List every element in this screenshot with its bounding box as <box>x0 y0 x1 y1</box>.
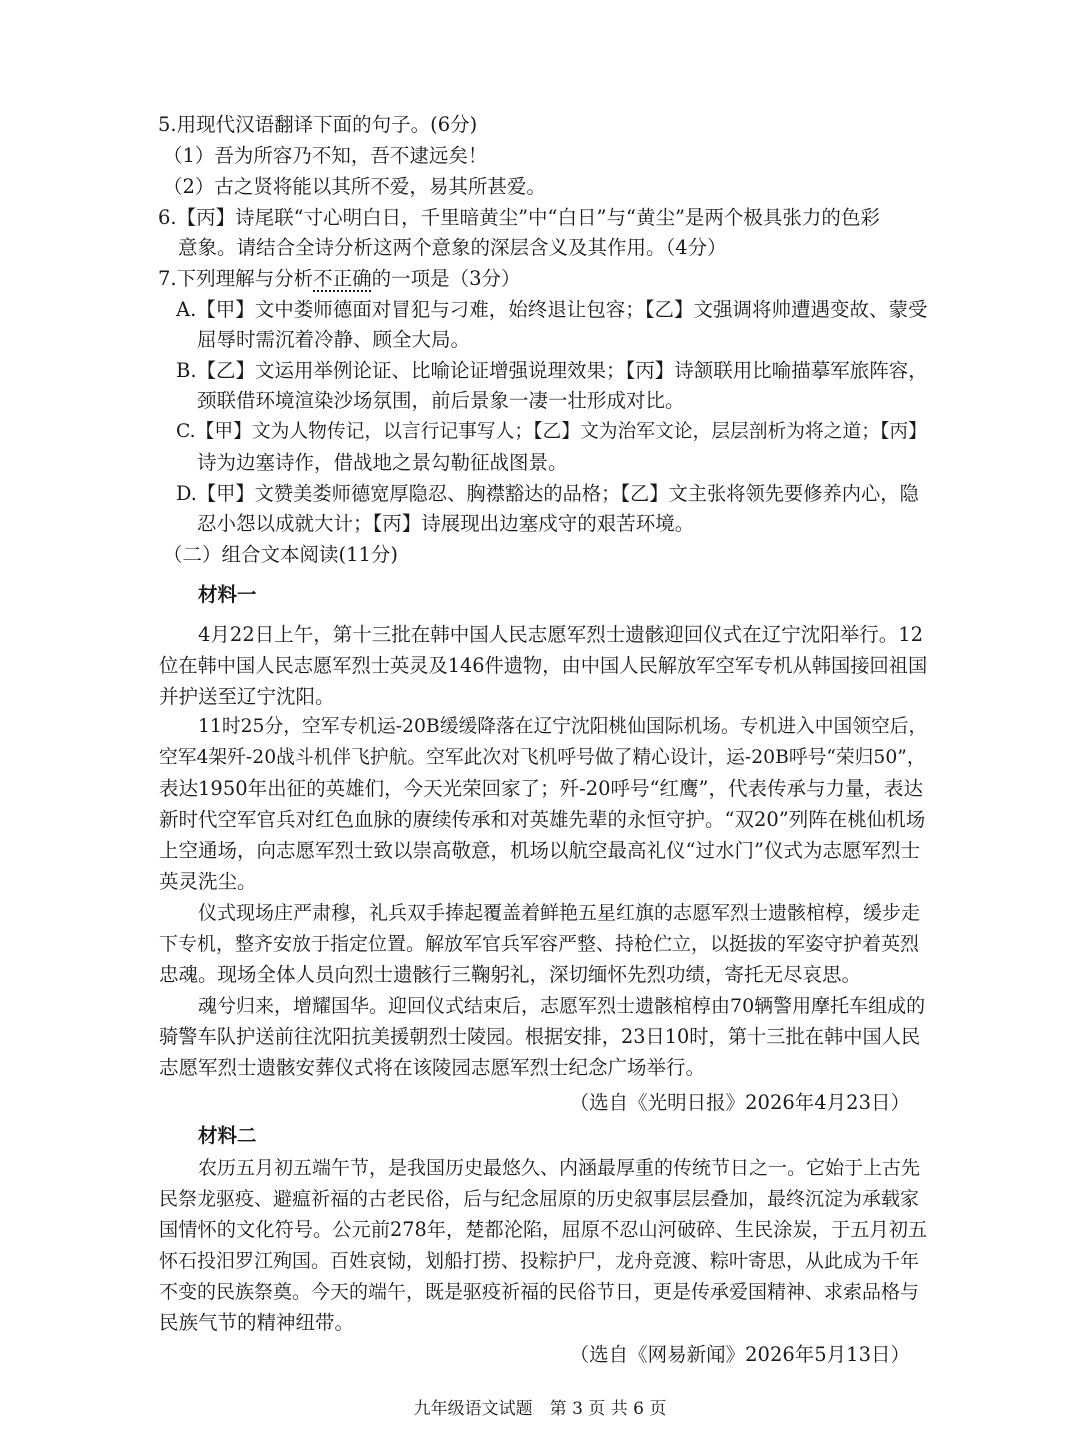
material-1-paragraph-4-line-3: 志愿军烈士遗骸安葬仪式将在该陵园志愿军烈士纪念广场举行。 <box>159 1056 706 1079</box>
material-1-paragraph-2-line-3: 表达1950年出征的英雄们，今天光荣回家了；歼-20呼号“红鹰”，代表传承与力量，表达 <box>159 777 923 800</box>
material-1-paragraph-2-line-5: 上空通场，向志愿军烈士致以崇高敬意，机场以航空最高礼仪“过水门”仪式为志愿军烈士 <box>159 839 920 862</box>
material-1-paragraph-4-line-2: 骑警车队护送前往沈阳抗美援朝烈士陵园。根据安排，23日10时，第十三批在韩中国人民 <box>159 1025 921 1048</box>
question-5-title: 5.用现代汉语翻译下面的句子。(6分) <box>158 113 478 136</box>
question-7-title-post: 的一项是（3分） <box>371 267 521 290</box>
option-b-line-2: 颈联借环境渲染沙场氛围，前后景象一凄一壮形成对比。 <box>197 389 685 412</box>
option-a-line-2: 屈辱时需沉着冷静、顾全大局。 <box>197 328 471 351</box>
material-2-line-2: 民祭龙驱疫、避瘟祈福的古老民俗，后与纪念屈原的历史叙事层层叠加，最终沉淀为承载家 <box>159 1188 920 1210</box>
question-6-line-2: 意象。请结合全诗分析这两个意象的深层含义及其作用。（4分） <box>178 236 727 259</box>
material-1-paragraph-2-line-1: 11时25分，空军专机运-20B缓缓降落在辽宁沈阳桃仙国际机场。专机进入中国领空后， <box>198 716 928 737</box>
question-6-line-1: 6.【丙】诗尾联“寸心明白日，千里暗黄尘”中“白日”与“黄尘”是两个极具张力的色彩 <box>158 206 880 229</box>
material-1-paragraph-2-line-2: 空军4架歼-20战斗机伴飞护航。空军此次对飞机呼号做了精心设计，运-20B呼号“荣归50”， <box>159 747 926 768</box>
material-2-line-4: 怀石投汨罗江殉国。百姓哀恸，划船打捞、投粽护尸，龙舟竞渡、粽叶寄思，从此成为千年 <box>159 1250 920 1272</box>
page-footer: 九年级语文试题 第 3 页 共 6 页 <box>413 1399 667 1419</box>
material-1-paragraph-1-line-2: 位在韩中国人民志愿军烈士英灵及146件遗物，由中国人民解放军空军专机从韩国接回祖国 <box>159 654 928 677</box>
option-c-line-1: C.【甲】文为人物传记，以言行记事写人；【乙】文为治军文论，层层剖析为将之道；【丙】 <box>176 421 927 442</box>
question-5-sentence-1: （1）吾为所容乃不知，吾不逮远矣！ <box>163 144 488 167</box>
material-2-source: （选自《网易新闻》2026年5月13日） <box>569 1343 910 1366</box>
material-1-paragraph-1-line-3: 并护送至辽宁沈阳。 <box>159 685 335 708</box>
material-1-paragraph-1-line-1: 4月22日上午，第十三批在韩中国人民志愿军烈士遗骸迎回仪式在辽宁沈阳举行。12 <box>198 623 924 646</box>
material-1-paragraph-3-line-1: 仪式现场庄严肃穆，礼兵双手捧起覆盖着鲜艳五星红旗的志愿军烈士遗骸棺椁，缓步走 <box>198 902 921 924</box>
material-2-line-6: 民族气节的精神纽带。 <box>159 1311 355 1334</box>
material-2-line-5: 不变的民族祭奠。今天的端午，既是驱疫祈福的民俗节日，更是传承爱国精神、求索品格与 <box>159 1281 920 1303</box>
option-a-line-1: A.【甲】文中娄师德面对冒犯与刁难，始终退让包容；【乙】文强调将帅遭遇变故、蒙受 <box>176 298 928 321</box>
question-7-title-pre: 7.下列理解与分析 <box>158 267 314 290</box>
material-2-heading: 材料二 <box>198 1124 257 1147</box>
material-1-paragraph-2-line-4: 新时代空军官兵对红色血脉的赓续传承和对英雄先辈的永恒守护。“双20”列阵在桃仙机场 <box>159 808 926 831</box>
material-2-line-3: 国情怀的文化符号。公元前278年，楚都沦陷，屈原不忍山河破碎、生民涂炭，于五月初五 <box>159 1218 928 1241</box>
question-7-title <box>158 264 521 294</box>
question-7-emphasis: 不正确 <box>313 267 372 290</box>
material-2-line-1: 农历五月初五端午节，是我国历史最悠久、内涵最厚重的传统节日之一。它始于上古先 <box>198 1157 921 1179</box>
material-1-paragraph-4-line-1: 魂兮归来，增耀国华。迎回仪式结束后，志愿军烈士遗骸棺椁由70辆警用摩托车组成的 <box>198 995 926 1017</box>
option-b-line-1: B.【乙】文运用举例论证、比喻论证增强说理效果；【丙】诗颔联用比喻描摹军旅阵容， <box>176 359 928 382</box>
material-1-paragraph-3-line-2: 下专机，整齐安放于指定位置。解放军官兵军容严整、持枪伫立，以挺拔的军姿守护着英烈 <box>159 933 920 955</box>
option-d-line-2: 忍小怨以成就大计；【丙】诗展现出边塞戍守的艰苦环境。 <box>197 512 695 535</box>
material-1-heading: 材料一 <box>198 583 257 606</box>
option-d-line-1: D.【甲】文赞美娄师德宽厚隐忍、胸襟豁达的品格；【乙】文主张将领先要修养内心，隐 <box>176 482 919 505</box>
material-1-source: （选自《光明日报》2026年4月23日） <box>569 1091 910 1114</box>
material-1-paragraph-3-line-3: 忠魂。现场全体人员向烈士遗骸行三鞠躬礼，深切缅怀先烈功绩，寄托无尽哀思。 <box>159 963 862 986</box>
option-c-line-2: 诗为边塞诗作，借战地之景勾勒征战图景。 <box>197 451 568 474</box>
material-1-paragraph-2-line-6: 英灵洗尘。 <box>159 870 257 893</box>
section-2-heading: （二）组合文本阅读(11分) <box>163 543 399 566</box>
question-5-sentence-2: （2）古之贤将能以其所不爱，易其所甚爱。 <box>163 175 546 198</box>
